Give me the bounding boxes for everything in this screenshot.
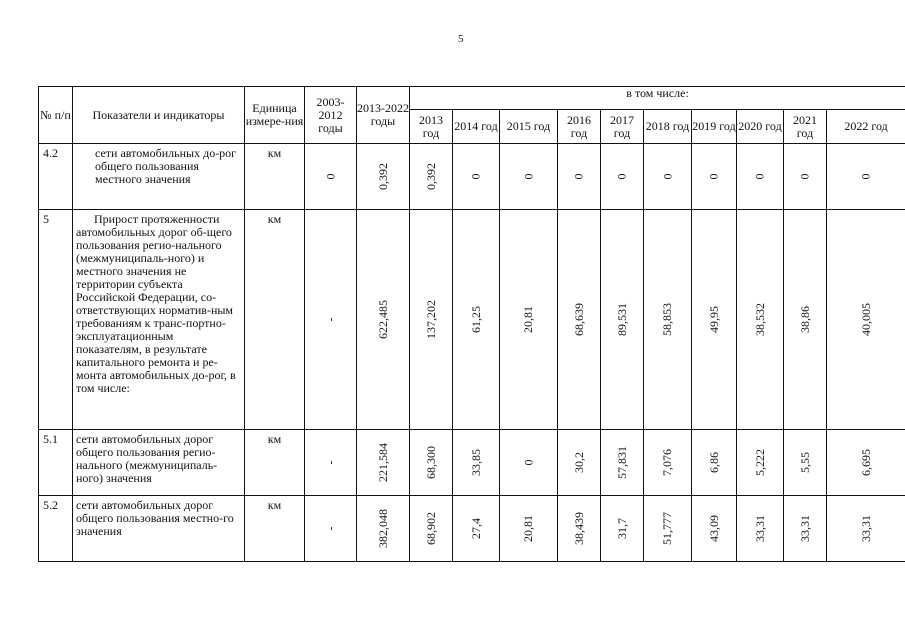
cell-value: 137,202 — [423, 300, 438, 339]
cell-year — [558, 144, 601, 210]
cell-value: 38,439 — [571, 512, 586, 545]
header-period-2013-2022: 2013-2022 годы — [357, 87, 410, 144]
header-row-1 — [39, 87, 905, 110]
cell-year — [410, 210, 453, 430]
cell-2003-2012 — [305, 430, 357, 496]
cell-year — [692, 496, 737, 562]
cell-value: 38,86 — [797, 306, 812, 333]
header-year: 2015 год — [500, 110, 558, 144]
row-indicator-name: Прирост протяженности автомобильных дорог об-щего пользования регио-нального (межмуниципаль-ного) и местного значения не территории субъекта Российской Федерации, со-ответствующих норматив-ным требованиям к транс-портно-эксплуатационным показателям, в результате капитального ремонта и ре-монта автомобильных до-рог, в том числе: — [73, 210, 245, 430]
table-row — [39, 430, 905, 496]
table-row — [39, 210, 905, 430]
cell-value: 40,005 — [858, 303, 873, 336]
cell-year — [453, 210, 500, 430]
cell-value: 20,81 — [521, 306, 535, 333]
cell-value: 6,86 — [706, 452, 721, 473]
cell-year — [601, 210, 644, 430]
row-unit: км — [245, 430, 305, 496]
cell-value: 20,81 — [521, 515, 535, 542]
cell-year — [500, 430, 558, 496]
cell-value: 0,392 — [375, 163, 390, 190]
cell-value: - — [323, 526, 337, 531]
row-unit: км — [245, 496, 305, 562]
cell-value: 38,532 — [752, 303, 767, 336]
cell-year — [500, 210, 558, 430]
cell-year — [827, 496, 905, 562]
header-indicators: Показатели и индикаторы — [73, 87, 245, 144]
cell-year — [737, 144, 784, 210]
table-row — [39, 144, 905, 210]
cell-value: 51,777 — [660, 512, 674, 545]
cell-value: 33,31 — [752, 515, 767, 542]
page-number: 5 — [458, 33, 464, 45]
cell-2013-2022 — [357, 210, 410, 430]
cell-value: 6,695 — [858, 449, 873, 476]
cell-year — [644, 144, 692, 210]
cell-value: 0 — [571, 173, 586, 180]
cell-year — [784, 430, 827, 496]
cell-value: 7,076 — [660, 449, 674, 476]
cell-year — [784, 496, 827, 562]
cell-year — [827, 430, 905, 496]
row-indicator-name: сети автомобильных дорог общего пользования регио-нального (межмуниципаль-ного) значения — [73, 430, 245, 496]
cell-value: 0,392 — [423, 163, 438, 190]
cell-year — [737, 496, 784, 562]
cell-value: 27,4 — [468, 518, 483, 539]
cell-value: 30,2 — [571, 452, 586, 473]
header-unit: Единица измере-ния — [245, 87, 305, 144]
cell-2003-2012 — [305, 496, 357, 562]
cell-year — [827, 210, 905, 430]
cell-year — [784, 144, 827, 210]
cell-year — [784, 210, 827, 430]
cell-value: 68,639 — [571, 303, 586, 336]
cell-value: 0 — [858, 173, 873, 180]
cell-value: 68,300 — [423, 446, 438, 479]
cell-value: 0 — [797, 173, 812, 180]
row-indicator-name: сети автомобильных дорог общего пользования местно-го значения — [73, 496, 245, 562]
table-row — [39, 496, 905, 562]
cell-year — [601, 496, 644, 562]
cell-year — [558, 430, 601, 496]
cell-2013-2022 — [357, 144, 410, 210]
header-year: 2017 год — [601, 110, 644, 144]
cell-year — [500, 144, 558, 210]
header-year: 2020 год — [737, 110, 784, 144]
cell-value: 33,31 — [797, 515, 812, 542]
cell-value: 382,048 — [375, 509, 390, 548]
cell-value: 0 — [521, 459, 535, 466]
cell-year — [601, 430, 644, 496]
cell-year — [453, 496, 500, 562]
cell-value: - — [323, 460, 337, 465]
cell-year — [692, 144, 737, 210]
cell-value: 0 — [752, 173, 767, 180]
cell-value: 49,95 — [706, 306, 721, 333]
header-including: в том числе: — [410, 87, 905, 110]
cell-year — [453, 430, 500, 496]
header-num: № п/п — [39, 87, 73, 144]
row-number: 5.2 — [39, 496, 73, 562]
header-year: 2013 год — [410, 110, 453, 144]
cell-year — [410, 496, 453, 562]
cell-year — [644, 496, 692, 562]
row-number: 5 — [39, 210, 73, 430]
header-period-2003-2012: 2003-2012 годы — [305, 87, 357, 144]
cell-value: 622,485 — [375, 300, 390, 339]
indicators-table — [38, 86, 905, 562]
cell-value: 0 — [706, 173, 721, 180]
row-unit: км — [245, 144, 305, 210]
cell-value: 0 — [660, 173, 674, 180]
cell-year — [737, 430, 784, 496]
cell-value: 0 — [614, 173, 629, 180]
cell-value: 0 — [521, 173, 535, 180]
header-year: 2016 год — [558, 110, 601, 144]
cell-year — [827, 144, 905, 210]
cell-value: 5,222 — [752, 449, 767, 476]
row-unit: км — [245, 210, 305, 430]
cell-2013-2022 — [357, 430, 410, 496]
cell-value: 5,55 — [797, 452, 812, 473]
header-year: 2014 год — [453, 110, 500, 144]
cell-value: 61,25 — [468, 306, 483, 333]
cell-year — [410, 430, 453, 496]
cell-year — [644, 210, 692, 430]
cell-value: 33,85 — [468, 449, 483, 476]
row-indicator-name: сети автомобильных до-рог общего пользования местного значения — [73, 144, 245, 210]
cell-value: 221,584 — [375, 443, 390, 482]
header-year: 2019 год — [692, 110, 737, 144]
cell-value: 31,7 — [614, 518, 629, 539]
cell-2003-2012 — [305, 144, 357, 210]
cell-year — [692, 210, 737, 430]
cell-value: - — [323, 317, 337, 322]
cell-value: 57,831 — [614, 446, 629, 479]
header-year: 2022 год — [827, 110, 905, 144]
header-year: 2018 год — [644, 110, 692, 144]
header-year: 2021 год — [784, 110, 827, 144]
cell-value: 89,531 — [614, 303, 629, 336]
cell-year — [558, 210, 601, 430]
cell-year — [737, 210, 784, 430]
row-number: 4.2 — [39, 144, 73, 210]
cell-year — [410, 144, 453, 210]
cell-value: 43,09 — [706, 515, 721, 542]
cell-year — [644, 430, 692, 496]
cell-value: 68,902 — [423, 512, 438, 545]
cell-value: 0 — [468, 173, 483, 180]
cell-year — [558, 496, 601, 562]
cell-2003-2012 — [305, 210, 357, 430]
cell-value: 58,853 — [660, 303, 674, 336]
row-number: 5.1 — [39, 430, 73, 496]
cell-value: 0 — [323, 173, 337, 180]
cell-value: 33,31 — [858, 515, 873, 542]
cell-year — [692, 430, 737, 496]
cell-year — [601, 144, 644, 210]
cell-year — [500, 496, 558, 562]
cell-year — [453, 144, 500, 210]
cell-2013-2022 — [357, 496, 410, 562]
